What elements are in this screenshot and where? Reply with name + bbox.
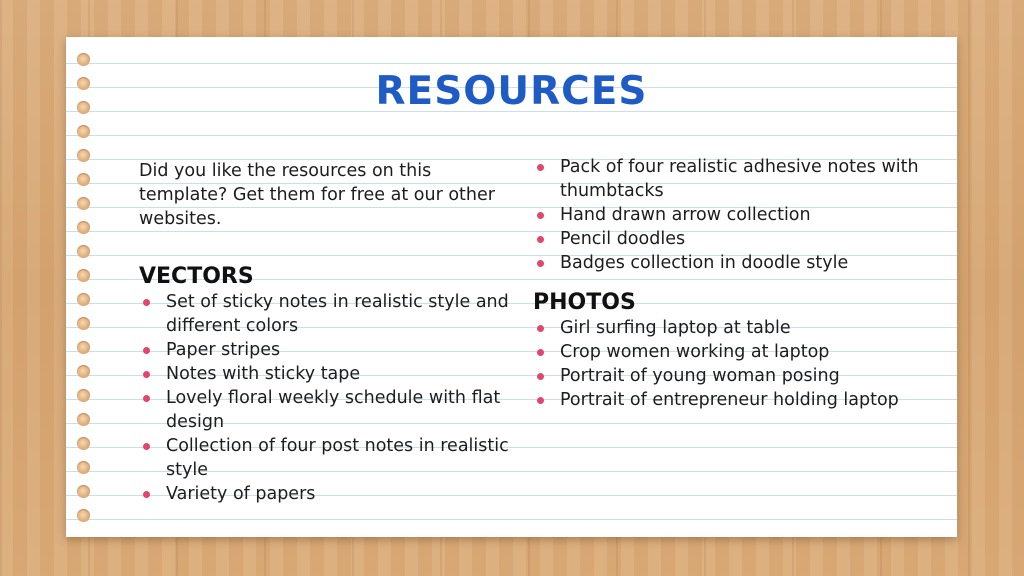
- list-item-text: Portrait of entrepreneur holding laptop: [560, 390, 899, 410]
- list-item: [139, 362, 509, 386]
- list-item-text: Portrait of young woman posing: [560, 366, 840, 386]
- list-item: [533, 340, 923, 364]
- list-item-text: Pencil doodles: [560, 229, 686, 249]
- binder-hole: [77, 365, 90, 378]
- list-item: [139, 290, 509, 338]
- right-column: [533, 155, 923, 412]
- bullet-icon: [537, 349, 544, 356]
- left-column: [139, 159, 509, 506]
- bullet-icon: [143, 299, 150, 306]
- binder-hole: [77, 269, 90, 282]
- binder-hole: [77, 509, 90, 522]
- bullet-icon: [537, 164, 544, 171]
- list-item: [139, 434, 509, 482]
- list-item-text: Variety of papers: [166, 484, 316, 504]
- list-item: [533, 316, 923, 340]
- list-item-text: Paper stripes: [166, 340, 281, 360]
- binder-hole: [77, 125, 90, 138]
- bullet-icon: [537, 212, 544, 219]
- binder-hole: [77, 293, 90, 306]
- list-item-text: Collection of four post notes in realistic style: [166, 436, 509, 480]
- bullet-icon: [537, 260, 544, 267]
- bullet-icon: [143, 371, 150, 378]
- list-item-text: Girl surfing laptop at table: [560, 318, 791, 338]
- list-item-text: Notes with sticky tape: [166, 364, 361, 384]
- list-item-text: Pack of four realistic adhesive notes with thumbtacks: [560, 157, 919, 201]
- binder-hole: [77, 317, 90, 330]
- list-item-text: Badges collection in doodle style: [560, 253, 849, 273]
- list-item: [533, 364, 923, 388]
- bullet-icon: [537, 325, 544, 332]
- more-vectors-list: [533, 155, 923, 275]
- binder-hole: [77, 437, 90, 450]
- list-item: [533, 251, 923, 275]
- bullet-icon: [143, 491, 150, 498]
- binder-hole: [77, 221, 90, 234]
- photos-list: [533, 316, 923, 412]
- intro-text: Did you like the resources on this template? Get them for free at our other websites.: [139, 161, 495, 229]
- vectors-list: [139, 290, 509, 506]
- binder-hole: [77, 461, 90, 474]
- bullet-icon: [537, 397, 544, 404]
- list-item-text: Set of sticky notes in realistic style and different colors: [166, 292, 509, 336]
- binder-hole: [77, 53, 90, 66]
- binder-holes: [77, 53, 91, 537]
- binder-hole: [77, 341, 90, 354]
- bullet-icon: [143, 443, 150, 450]
- bullet-icon: [537, 236, 544, 243]
- list-item: [139, 386, 509, 434]
- list-item: [139, 338, 509, 362]
- bullet-icon: [537, 373, 544, 380]
- binder-hole: [77, 485, 90, 498]
- photos-heading: PHOTOS: [533, 290, 636, 315]
- list-item-text: Crop women working at laptop: [560, 342, 830, 362]
- page-title: RESOURCES: [375, 69, 648, 114]
- binder-hole: [77, 197, 90, 210]
- vectors-heading: VECTORS: [139, 264, 254, 289]
- binder-hole: [77, 389, 90, 402]
- list-item: [533, 227, 923, 251]
- binder-hole: [77, 149, 90, 162]
- list-item: [533, 155, 923, 203]
- list-item-text: Lovely floral weekly schedule with flat design: [166, 388, 501, 432]
- bullet-icon: [143, 395, 150, 402]
- notebook-paper: [66, 37, 957, 537]
- bullet-icon: [143, 347, 150, 354]
- list-item: [139, 482, 509, 506]
- binder-hole: [77, 413, 90, 426]
- list-item: [533, 388, 923, 412]
- binder-hole: [77, 245, 90, 258]
- list-item-text: Hand drawn arrow collection: [560, 205, 811, 225]
- binder-hole: [77, 173, 90, 186]
- list-item: [533, 203, 923, 227]
